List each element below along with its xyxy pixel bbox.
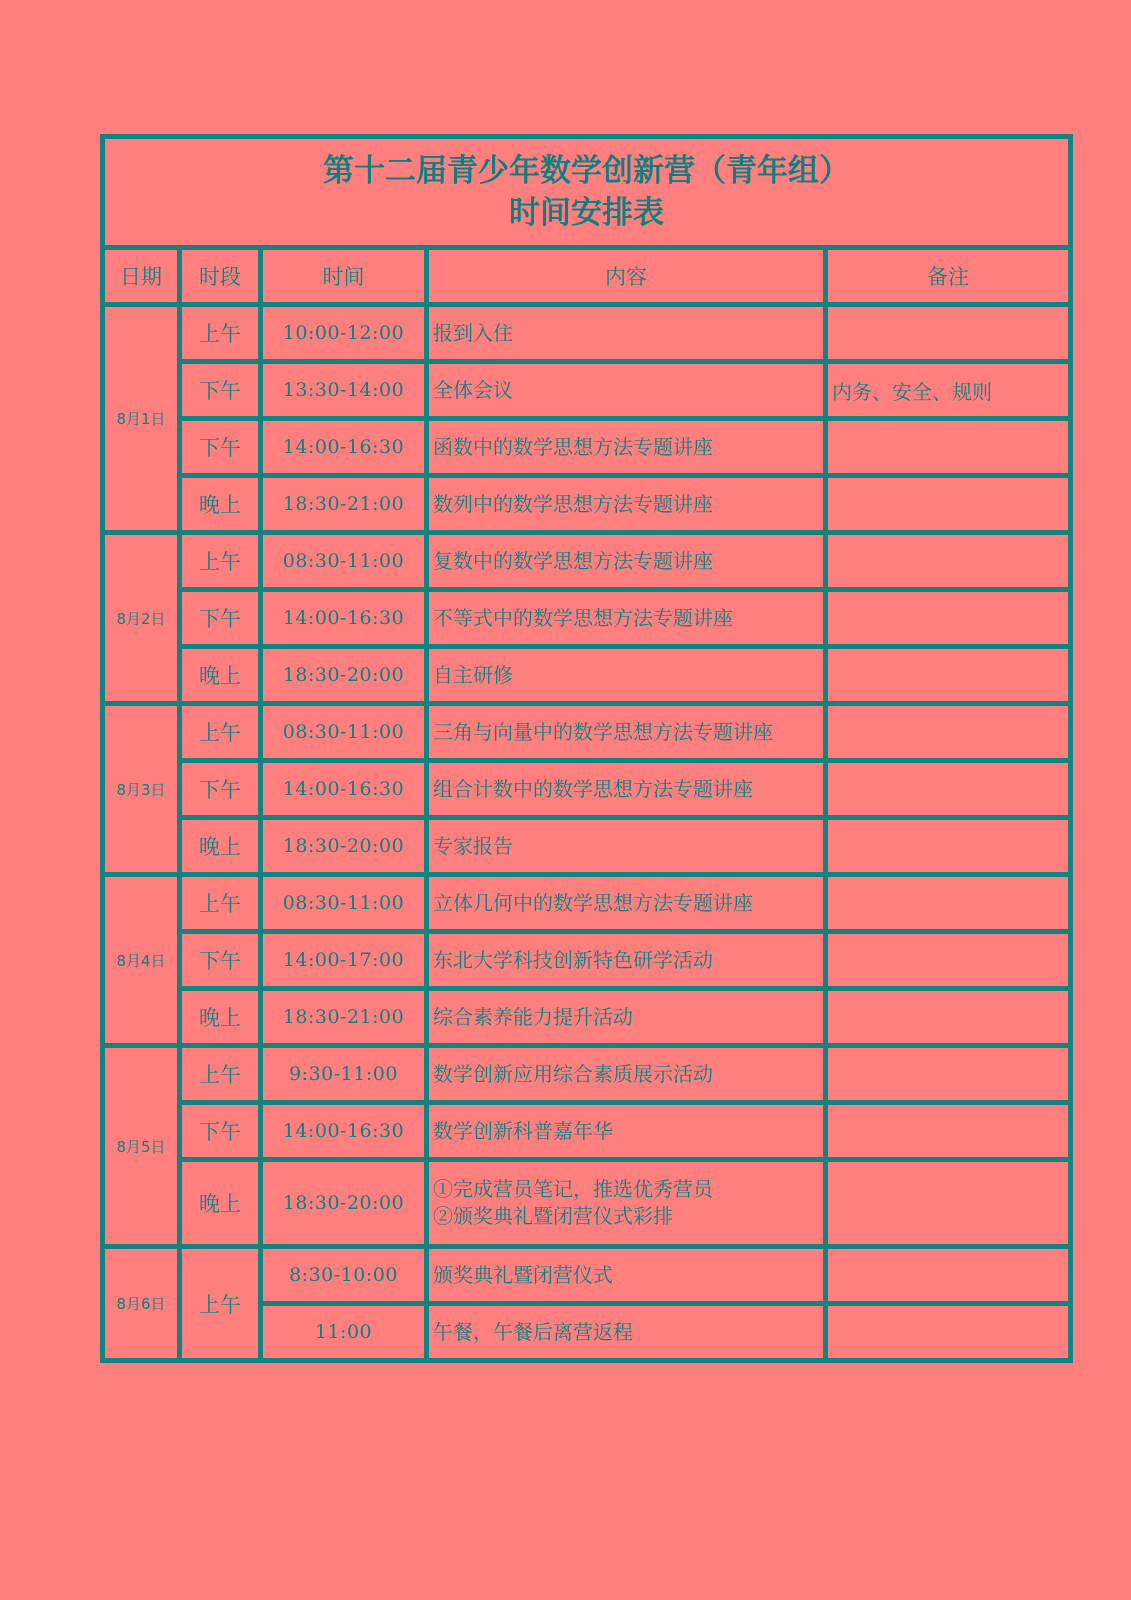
time-cell: 18:30-20:00 xyxy=(261,1160,427,1247)
content-cell xyxy=(427,1160,826,1247)
content-cell: 数学创新科普嘉年华 xyxy=(427,1103,826,1160)
period-cell: 上午 xyxy=(180,1046,261,1103)
table-row xyxy=(103,1160,1071,1247)
schedule-table xyxy=(100,134,1073,1363)
period-cell: 下午 xyxy=(180,761,261,818)
header-period: 时段 xyxy=(180,248,261,305)
note-cell xyxy=(826,476,1071,533)
time-cell: 14:00-16:30 xyxy=(261,419,427,476)
content-cell: 复数中的数学思想方法专题讲座 xyxy=(427,533,826,590)
table-title xyxy=(103,137,1071,248)
period-cell: 晚上 xyxy=(180,476,261,533)
note-cell xyxy=(826,818,1071,875)
time-cell: 08:30-11:00 xyxy=(261,875,427,932)
time-cell: 18:30-20:00 xyxy=(261,818,427,875)
header-row xyxy=(103,248,1071,305)
table-row xyxy=(103,533,1071,590)
table-row xyxy=(103,1247,1071,1304)
time-cell: 14:00-16:30 xyxy=(261,761,427,818)
time-cell: 18:30-20:00 xyxy=(261,647,427,704)
note-cell xyxy=(826,1247,1071,1304)
note-cell xyxy=(826,647,1071,704)
date-cell: 8月6日 xyxy=(103,1247,180,1361)
table-row xyxy=(103,704,1071,761)
table-row xyxy=(103,1046,1071,1103)
note-cell xyxy=(826,1103,1071,1160)
header-time: 时间 xyxy=(261,248,427,305)
period-cell: 晚上 xyxy=(180,647,261,704)
note-cell xyxy=(826,1046,1071,1103)
content-cell: 立体几何中的数学思想方法专题讲座 xyxy=(427,875,826,932)
note-cell xyxy=(826,875,1071,932)
table-row xyxy=(103,989,1071,1046)
content-line: ②颁奖典礼暨闭营仪式彩排 xyxy=(433,1204,673,1228)
content-cell: 数列中的数学思想方法专题讲座 xyxy=(427,476,826,533)
content-cell: 自主研修 xyxy=(427,647,826,704)
note-cell xyxy=(826,1304,1071,1361)
note-cell xyxy=(826,590,1071,647)
table-row xyxy=(103,1103,1071,1160)
title-row xyxy=(103,137,1071,248)
time-cell: 10:00-12:00 xyxy=(261,305,427,362)
time-cell: 13:30-14:00 xyxy=(261,362,427,419)
period-cell: 晚上 xyxy=(180,818,261,875)
time-cell: 14:00-17:00 xyxy=(261,932,427,989)
content-cell: 午餐，午餐后离营返程 xyxy=(427,1304,826,1361)
content-cell: 数学创新应用综合素质展示活动 xyxy=(427,1046,826,1103)
period-cell: 上午 xyxy=(180,533,261,590)
content-cell: 不等式中的数学思想方法专题讲座 xyxy=(427,590,826,647)
table-row xyxy=(103,590,1071,647)
date-cell: 8月1日 xyxy=(103,305,180,533)
table-row xyxy=(103,818,1071,875)
table-row xyxy=(103,647,1071,704)
content-cell: 综合素养能力提升活动 xyxy=(427,989,826,1046)
period-cell: 下午 xyxy=(180,590,261,647)
table-row xyxy=(103,932,1071,989)
time-cell: 8:30-10:00 xyxy=(261,1247,427,1304)
time-cell: 18:30-21:00 xyxy=(261,989,427,1046)
period-cell: 上午 xyxy=(180,875,261,932)
note-cell xyxy=(826,761,1071,818)
time-cell: 08:30-11:00 xyxy=(261,704,427,761)
note-cell xyxy=(826,305,1071,362)
content-cell: 报到入住 xyxy=(427,305,826,362)
time-cell: 9:30-11:00 xyxy=(261,1046,427,1103)
period-cell: 上午 xyxy=(180,1247,261,1361)
content-line: ①完成营员笔记，推选优秀营员 xyxy=(433,1177,713,1201)
time-cell: 11:00 xyxy=(261,1304,427,1361)
table-row xyxy=(103,305,1071,362)
period-cell: 上午 xyxy=(180,305,261,362)
table-row xyxy=(103,419,1071,476)
table-row xyxy=(103,761,1071,818)
date-cell: 8月5日 xyxy=(103,1046,180,1247)
content-cell: 全体会议 xyxy=(427,362,826,419)
period-cell: 下午 xyxy=(180,419,261,476)
header-note: 备注 xyxy=(826,248,1071,305)
time-cell: 08:30-11:00 xyxy=(261,533,427,590)
date-cell: 8月4日 xyxy=(103,875,180,1046)
header-date: 日期 xyxy=(103,248,180,305)
note-cell xyxy=(826,1160,1071,1247)
table-row xyxy=(103,875,1071,932)
period-cell: 晚上 xyxy=(180,989,261,1046)
note-cell xyxy=(826,419,1071,476)
date-cell: 8月2日 xyxy=(103,533,180,704)
period-cell: 上午 xyxy=(180,704,261,761)
note-cell: 内务、安全、规则 xyxy=(826,362,1071,419)
content-cell: 三角与向量中的数学思想方法专题讲座 xyxy=(427,704,826,761)
table-row xyxy=(103,476,1071,533)
period-cell: 下午 xyxy=(180,1103,261,1160)
title-line-1: 第十二届青少年数学创新营（青年组） xyxy=(323,153,851,189)
content-cell: 组合计数中的数学思想方法专题讲座 xyxy=(427,761,826,818)
title-line-2: 时间安排表 xyxy=(509,195,665,231)
content-cell: 函数中的数学思想方法专题讲座 xyxy=(427,419,826,476)
period-cell: 下午 xyxy=(180,362,261,419)
time-cell: 14:00-16:30 xyxy=(261,590,427,647)
table-row xyxy=(103,362,1071,419)
note-cell xyxy=(826,932,1071,989)
period-cell: 晚上 xyxy=(180,1160,261,1247)
content-cell: 颁奖典礼暨闭营仪式 xyxy=(427,1247,826,1304)
time-cell: 18:30-21:00 xyxy=(261,476,427,533)
period-cell: 下午 xyxy=(180,932,261,989)
note-cell xyxy=(826,989,1071,1046)
content-cell: 东北大学科技创新特色研学活动 xyxy=(427,932,826,989)
content-cell: 专家报告 xyxy=(427,818,826,875)
note-cell xyxy=(826,533,1071,590)
time-cell: 14:00-16:30 xyxy=(261,1103,427,1160)
note-cell xyxy=(826,704,1071,761)
date-cell: 8月3日 xyxy=(103,704,180,875)
header-content: 内容 xyxy=(427,248,826,305)
